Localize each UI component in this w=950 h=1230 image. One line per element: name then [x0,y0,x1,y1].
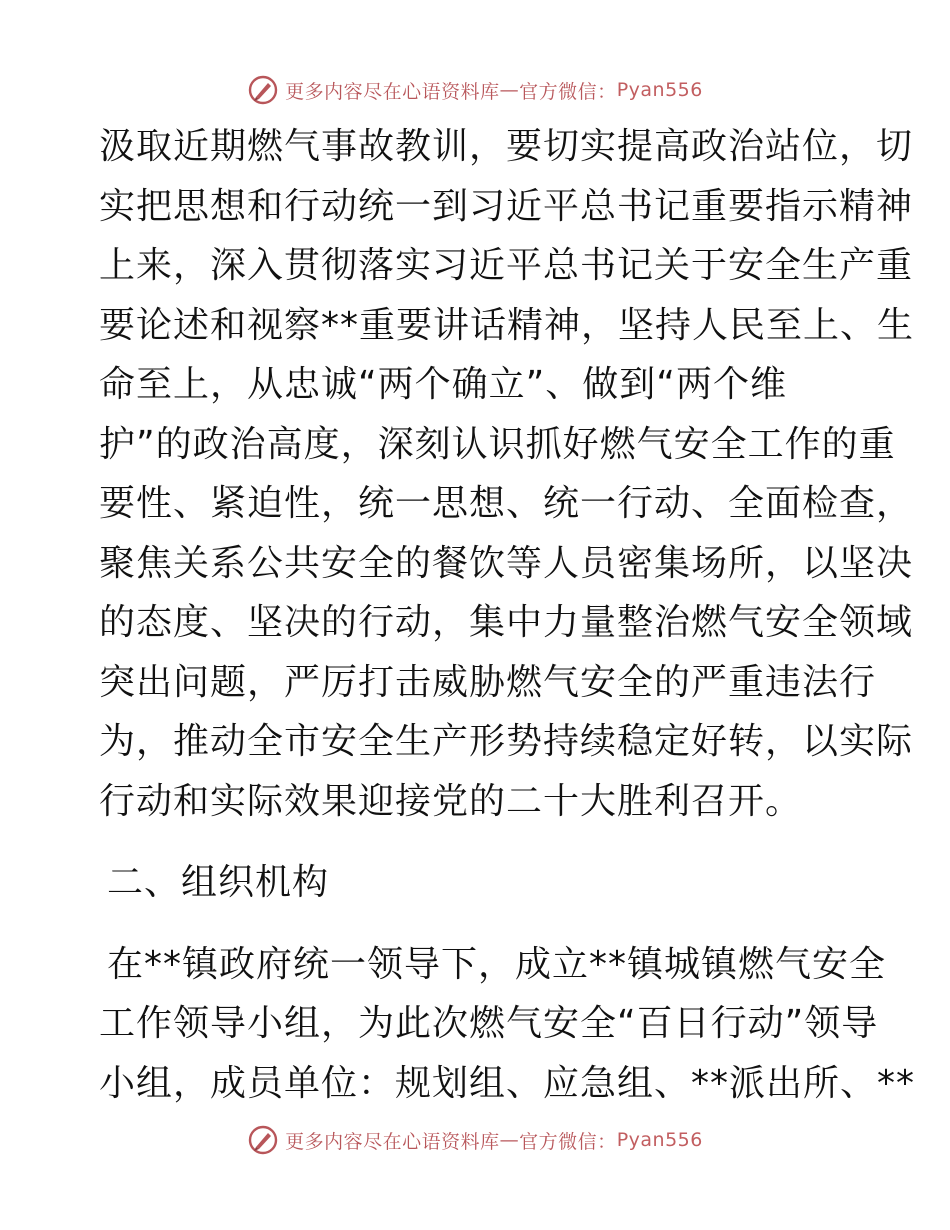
spacer [99,831,859,853]
watermark-contact-id: Pyan556 [616,79,703,101]
watermark-contact-label: 官方微信： [519,1130,617,1153]
paragraph-line: 为，推动全市安全生产形势持续稳定好转，以实际 [99,721,914,762]
paragraph-line: 工作领导小组，为此次燃气安全“百日行动”领导 [99,1003,879,1044]
pen-logo-icon [247,1124,279,1156]
paragraph-line: 小组，成员单位：规划组、应急组、**派出所、** [99,1062,916,1104]
header-watermark [0,70,950,110]
paragraph-line: 护”的政治高度，深刻认识抓好燃气安全工作的重 [99,423,896,465]
paragraph-1 [99,117,915,831]
paragraph-line: 命至上，从忠诚“两个确立”、做到“两个维 [99,364,787,405]
footer-watermark [0,1120,950,1160]
pen-logo-icon [247,74,279,106]
paragraph-line: 的态度、坚决的行动，集中力量整治燃气安全领域 [99,602,914,643]
watermark-separator: — [499,79,520,101]
paragraph-line: 行动和实际效果迎接党的二十大胜利召开。 [99,780,803,822]
paragraph-line: 上来，深入贯彻落实习近平总书记关于安全生产重 [99,245,914,286]
paragraph-line: 要性、紧迫性，统一思想、统一行动、全面检查， [99,483,914,524]
paragraph-line: 要论述和视察**重要讲话精神，坚持人民至上、生 [99,304,915,346]
paragraph-2 [99,935,916,1114]
paragraph-line: 在**镇政府统一领导下，成立**镇城镇燃气安全 [107,943,887,985]
watermark-separator: — [499,1129,520,1151]
watermark-brand: 更多内容尽在心语资料库 [285,1130,500,1153]
watermark-brand: 更多内容尽在心语资料库 [285,80,500,103]
watermark-contact-id: Pyan556 [616,1129,703,1151]
paragraph-line: 实把思想和行动统一到习近平总书记重要指示精神 [99,185,914,227]
paragraph-line: 汲取近期燃气事故教训，要切实提高政治站位，切 [99,126,914,167]
section-heading: 二、组织机构 [107,862,330,903]
document-body [99,117,916,1113]
paragraph-line: 突出问题，严厉打击威胁燃气安全的严重违法行 [99,661,877,703]
paragraph-line: 聚焦关系公共安全的餐饮等人员密集场所，以坚决 [99,542,914,584]
spacer [99,913,859,935]
watermark-contact-label: 官方微信： [519,80,617,103]
